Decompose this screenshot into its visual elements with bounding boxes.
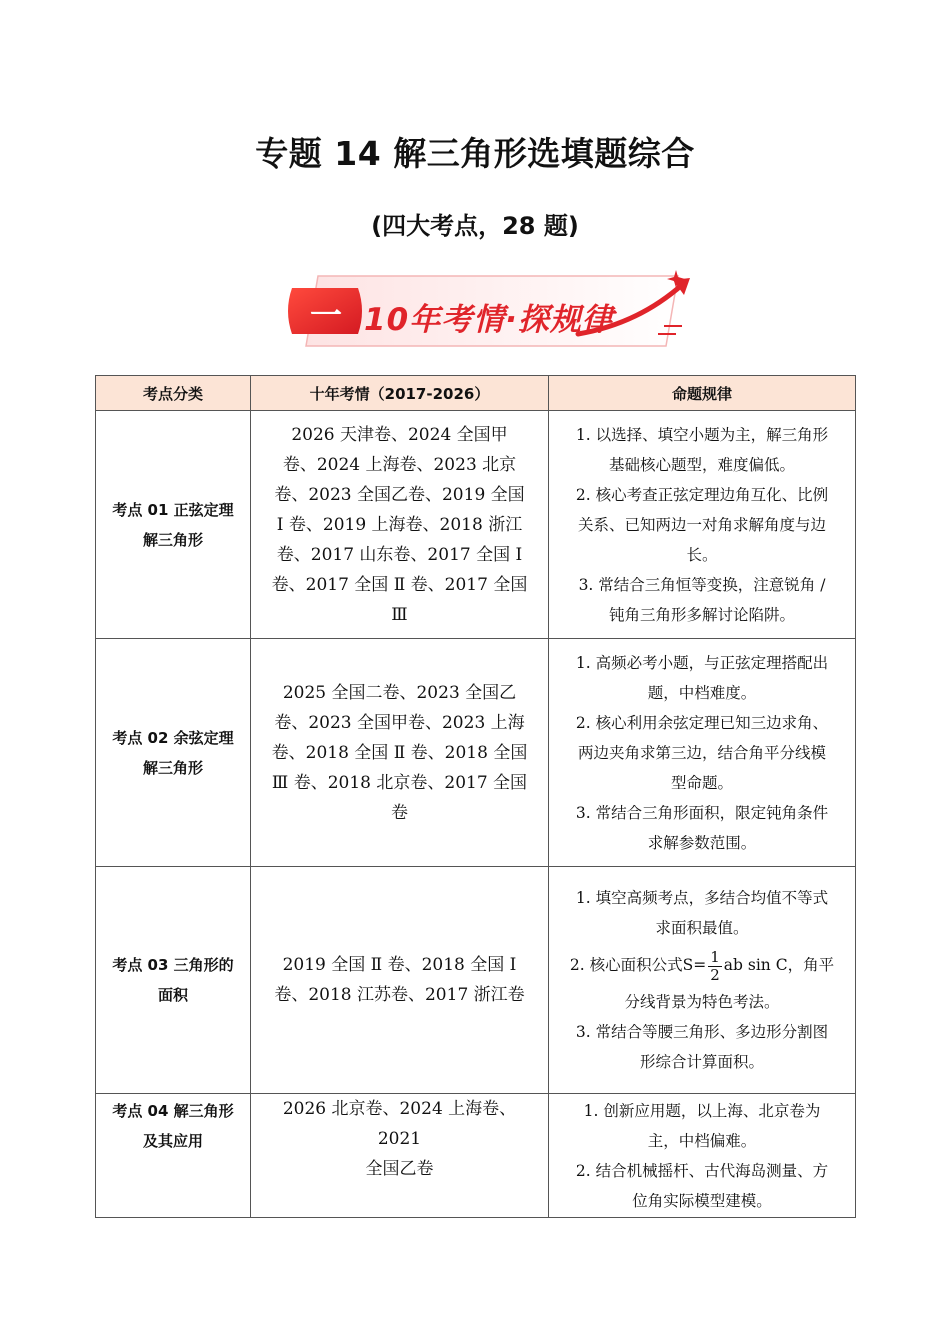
cell-text-line: 1. 高频必考小题，与正弦定理搭配出	[575, 653, 829, 672]
cell-text-line: 2. 核心面积公式S=	[569, 956, 707, 974]
cell-text-line: 解三角形	[142, 758, 203, 777]
header-category: 考点分类	[96, 376, 251, 411]
history-cell	[251, 639, 549, 867]
rules-cell	[549, 411, 856, 639]
cell-text-line: 卷、2024 上海卷、2023 北京	[282, 454, 517, 475]
cell-text-line: 考点 04 解三角形	[112, 1102, 234, 1120]
cell-text-line: 2. 结合机械摇杆、古代海岛测量、方	[575, 1161, 829, 1180]
cell-text-line: 分线背景为特色考法。	[624, 993, 780, 1011]
cell-text-line: Ⅲ 卷、2018 北京卷、2017 全国	[271, 772, 528, 793]
rules-cell	[549, 1094, 856, 1218]
history-cell	[251, 867, 549, 1094]
banner-label: 10年考情·探规律	[364, 302, 614, 338]
cell-text-line: 3. 常结合三角恒等变换，注意锐角 /	[578, 575, 826, 594]
cell-text-line: 2026 北京卷、2024 上海卷、2021	[282, 1099, 517, 1149]
cell-text-line: 面积	[157, 986, 188, 1004]
category-cell	[96, 867, 251, 1094]
cell-text-line: 关系、已知两边一对角求解角度与边	[577, 515, 826, 534]
category-cell	[96, 1094, 251, 1218]
cell-text-line: 1. 填空高频考点，多结合均值不等式	[575, 889, 829, 907]
cell-text-line: 卷、2017 全国 Ⅱ 卷、2017 全国	[271, 574, 528, 595]
table-row	[96, 867, 856, 1094]
cell-text-line: 2. 核心考查正弦定理边角互化、比例	[575, 485, 829, 504]
cell-text-line: 考点 02 余弦定理	[112, 728, 234, 747]
banner-number: 一	[309, 296, 342, 334]
header-rules: 命题规律	[549, 376, 856, 411]
cell-text-line: 卷、2018 全国 Ⅱ 卷、2018 全国	[271, 742, 528, 763]
cell-text-line: 卷	[391, 802, 408, 823]
cell-text-line: 3. 常结合三角形面积，限定钝角条件	[575, 803, 829, 822]
category-cell	[96, 411, 251, 639]
cell-text-line: ab sin C，角平	[723, 956, 835, 974]
cell-text-line: 2	[710, 965, 720, 984]
header-history: 十年考情（2017-2026）	[251, 376, 549, 411]
fraction-one-half	[708, 949, 722, 984]
cell-text-line: 题，中档难度。	[647, 683, 757, 702]
cell-text-line: 卷、2017 山东卷、2017 全国 Ⅰ	[276, 544, 523, 565]
page-subtitle: (四大考点，28 题)	[371, 212, 579, 240]
cell-text-line: 3. 常结合等腰三角形、多边形分割图	[575, 1023, 829, 1041]
cell-text-line: 位角实际模型建模。	[632, 1191, 772, 1210]
exam-analysis-table	[95, 375, 856, 1218]
table-row	[96, 411, 856, 639]
table-row	[96, 639, 856, 867]
cell-text-line: 1. 以选择、填空小题为主，解三角形	[575, 425, 829, 444]
area-formula-line	[559, 943, 845, 987]
table-row	[96, 1094, 856, 1218]
cell-text-line: 2019 全国 Ⅱ 卷、2018 全国 Ⅰ	[282, 955, 517, 975]
cell-text-line: Ⅰ 卷、2019 上海卷、2018 浙江	[276, 514, 523, 535]
category-cell	[96, 639, 251, 867]
cell-text-line: 卷、2023 全国甲卷、2023 上海	[274, 712, 525, 733]
cell-text-line: 及其应用	[142, 1132, 203, 1150]
cell-text-line: 2. 核心利用余弦定理已知三边求角、	[575, 713, 829, 732]
cell-text-line: 1. 创新应用题，以上海、北京卷为	[583, 1101, 821, 1120]
cell-text-line: 求解参数范围。	[647, 833, 757, 852]
section-banner	[278, 268, 698, 354]
cell-text-line: 求面积最值。	[655, 919, 749, 937]
table-header-row	[96, 376, 856, 411]
cell-text-line: 1	[710, 947, 720, 966]
rules-cell	[549, 639, 856, 867]
cell-text-line: 解三角形	[142, 530, 203, 549]
cell-text-line: 钝角三角形多解讨论陷阱。	[608, 605, 795, 624]
history-cell	[251, 411, 549, 639]
cell-text-line: 全国乙卷	[365, 1159, 434, 1179]
cell-text-line: 形综合计算面积。	[639, 1053, 764, 1071]
cell-text-line: 主，中档偏难。	[647, 1131, 757, 1150]
cell-text-line: 2025 全国二卷、2023 全国乙	[282, 682, 517, 703]
cell-text-line: Ⅲ	[391, 604, 408, 625]
cell-text-line: 两边夹角求第三边，结合角平分线模	[577, 743, 826, 762]
cell-text-line: 长。	[686, 545, 718, 564]
rules-cell	[549, 867, 856, 1094]
cell-text-line: 2026 天津卷、2024 全国甲	[291, 424, 508, 445]
cell-text-line: 型命题。	[670, 773, 733, 792]
history-cell	[251, 1094, 549, 1218]
cell-text-line: 卷、2023 全国乙卷、2019 全国	[274, 484, 525, 505]
cell-text-line: 基础核心题型，难度偏低。	[608, 455, 795, 474]
cell-text-line: 考点 01 正弦定理	[112, 500, 234, 519]
cell-text-line: 考点 03 三角形的	[112, 956, 234, 974]
cell-text-line: 卷、2018 江苏卷、2017 浙江卷	[274, 985, 525, 1005]
page-title: 专题 14 解三角形选填题综合	[255, 134, 695, 173]
